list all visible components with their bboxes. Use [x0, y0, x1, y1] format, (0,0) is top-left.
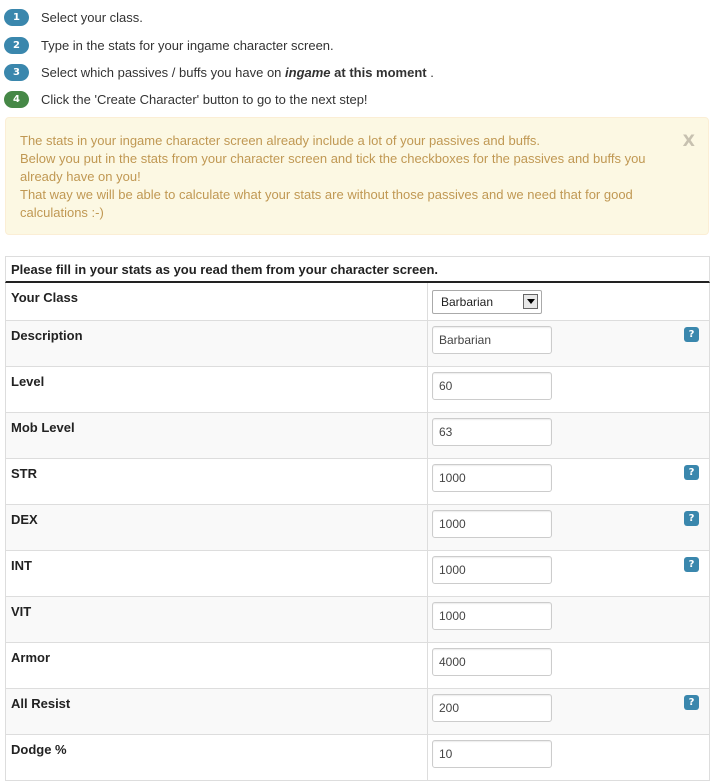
help-icon[interactable]: ? — [684, 327, 699, 342]
row-field — [428, 735, 709, 780]
step-text — [41, 65, 434, 80]
row-field — [428, 689, 709, 734]
class-select-value: Barbarian — [441, 295, 494, 309]
table-row — [5, 283, 710, 321]
row-label: Dodge % — [6, 735, 428, 780]
step-text: Select your class. — [41, 9, 143, 25]
row-field — [428, 367, 709, 412]
step-text-part: . — [426, 64, 434, 80]
table-row — [5, 505, 710, 551]
table-row — [5, 459, 710, 505]
alert-line: The stats in your ingame character screen already include a lot of your passives and buffs. — [20, 133, 541, 148]
stat-input[interactable]: 1000 — [432, 510, 552, 538]
row-field — [428, 413, 709, 458]
stat-input[interactable]: 63 — [432, 418, 552, 446]
row-field — [428, 505, 709, 550]
row-label: Your Class — [6, 283, 428, 320]
step-badge: 1 — [4, 9, 29, 26]
row-label: Description — [6, 321, 428, 366]
step-badge: 4 — [4, 91, 29, 108]
table-row — [5, 597, 710, 643]
step-text-emphasis: ingame — [285, 64, 331, 80]
stat-input[interactable]: 10 — [432, 740, 552, 768]
step-3 — [4, 62, 434, 82]
row-label: Mob Level — [6, 413, 428, 458]
table-row — [5, 321, 710, 367]
row-label: STR — [6, 459, 428, 504]
chevron-down-icon[interactable] — [523, 294, 538, 309]
help-icon[interactable]: ? — [684, 465, 699, 480]
alert-line: That way we will be able to calculate what your stats are without those passives and we need that for good calculations :-) — [20, 187, 633, 220]
table-row — [5, 551, 710, 597]
stat-input[interactable]: Barbarian — [432, 326, 552, 354]
help-icon[interactable]: ? — [684, 557, 699, 572]
row-field — [428, 551, 709, 596]
stat-input[interactable]: 1000 — [432, 602, 552, 630]
step-text-part: Select which passives / buffs you have on — [41, 64, 286, 80]
alert-line: Below you put in the stats from your character screen and tick the checkboxes for the passives and buffs you already have on you! — [20, 151, 646, 184]
class-select[interactable] — [432, 290, 542, 314]
stat-input[interactable]: 200 — [432, 694, 552, 722]
row-label: INT — [6, 551, 428, 596]
table-row — [5, 367, 710, 413]
table-row — [5, 643, 710, 689]
row-label: Level — [6, 367, 428, 412]
row-label: Armor — [6, 643, 428, 688]
step-text: Type in the stats for your ingame character screen. — [41, 37, 334, 53]
step-1 — [4, 7, 143, 27]
stat-rows — [5, 321, 710, 781]
step-badge: 3 — [4, 64, 29, 81]
stat-input[interactable]: 1000 — [432, 464, 552, 492]
row-field — [428, 597, 709, 642]
help-icon[interactable]: ? — [684, 695, 699, 710]
table-row — [5, 689, 710, 735]
help-icon[interactable]: ? — [684, 511, 699, 526]
row-field — [428, 321, 709, 366]
step-4 — [4, 89, 368, 109]
stat-input[interactable]: 4000 — [432, 648, 552, 676]
row-field — [428, 283, 709, 320]
row-label: VIT — [6, 597, 428, 642]
table-row — [5, 735, 710, 781]
row-field — [428, 643, 709, 688]
stat-input[interactable]: 60 — [432, 372, 552, 400]
info-alert — [5, 117, 709, 235]
stats-form-table — [5, 256, 710, 781]
row-label: All Resist — [6, 689, 428, 734]
step-2 — [4, 35, 334, 55]
step-badge: 2 — [4, 37, 29, 54]
alert-close-button[interactable]: X — [682, 131, 695, 150]
row-field — [428, 459, 709, 504]
form-header: Please fill in your stats as you read them from your character screen. — [5, 256, 710, 283]
row-label: DEX — [6, 505, 428, 550]
step-text-bold: at this moment — [330, 64, 427, 80]
step-text: Click the 'Create Character' button to go to the next step! — [41, 91, 368, 107]
stat-input[interactable]: 1000 — [432, 556, 552, 584]
table-row — [5, 413, 710, 459]
